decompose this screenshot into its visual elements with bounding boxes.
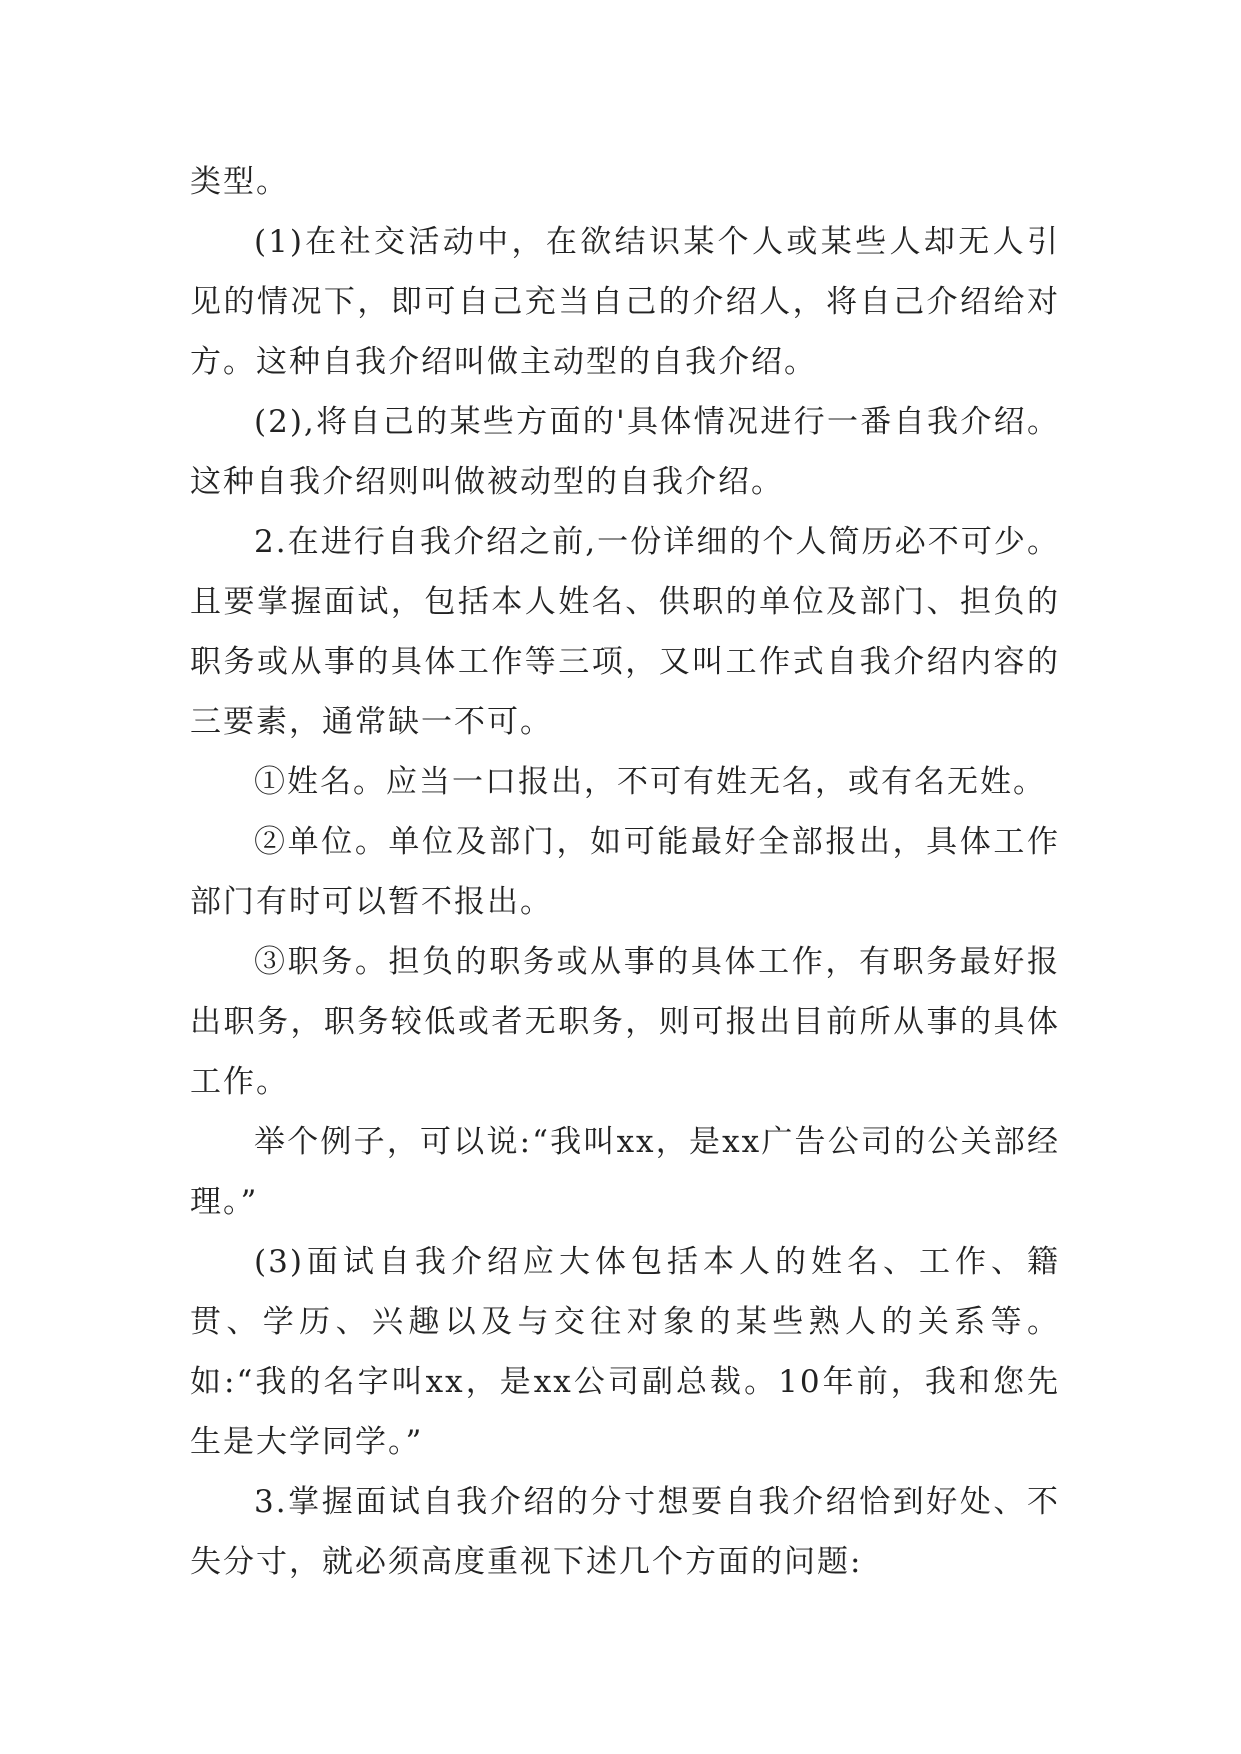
paragraph-active-intro: (1)在社交活动中，在欲结识某个人或某些人却无人引见的情况下，即可自己充当自己的介绍人，将自己介绍给对方。这种自我介绍叫做主动型的自我介绍。 xyxy=(190,224,1060,380)
paragraph-type-end: 类型。 xyxy=(190,164,289,200)
paragraph-position: ③职务。担负的职务或从事的具体工作，有职务最好报出职务，职务较低或者无职务，则可报出目前所从事的具体工作。 xyxy=(190,944,1060,1100)
paragraph-example: 举个例子，可以说:“我叫xx，是xx广告公司的公关部经理。” xyxy=(190,1124,1060,1220)
paragraph-passive-intro: (2),将自己的某些方面的'具体情况进行一番自我介绍。这种自我介绍则叫做被动型的自我介绍。 xyxy=(190,404,1060,500)
paragraph-name: ①姓名。应当一口报出，不可有姓无名，或有名无姓。 xyxy=(254,764,1046,800)
document-body xyxy=(190,152,1060,1592)
paragraph-measure: 3.掌握面试自我介绍的分寸想要自我介绍恰到好处、不失分寸，就必须高度重视下述几个方面的问题: xyxy=(190,1484,1060,1580)
paragraph-resume-elements: 2.在进行自我介绍之前,一份详细的个人简历必不可少。且要掌握面试，包括本人姓名、供职的单位及部门、担负的职务或从事的具体工作等三项，又叫工作式自我介绍内容的三要素，通常缺一不可。 xyxy=(190,524,1060,740)
paragraph-interview-intro: (3)面试自我介绍应大体包括本人的姓名、工作、籍贯、学历、兴趣以及与交往对象的某些熟人的关系等。如:“我的名字叫xx，是xx公司副总裁。10年前，我和您先生是大学同学。” xyxy=(190,1244,1060,1460)
paragraph-unit: ②单位。单位及部门，如可能最好全部报出，具体工作部门有时可以暂不报出。 xyxy=(190,824,1060,920)
